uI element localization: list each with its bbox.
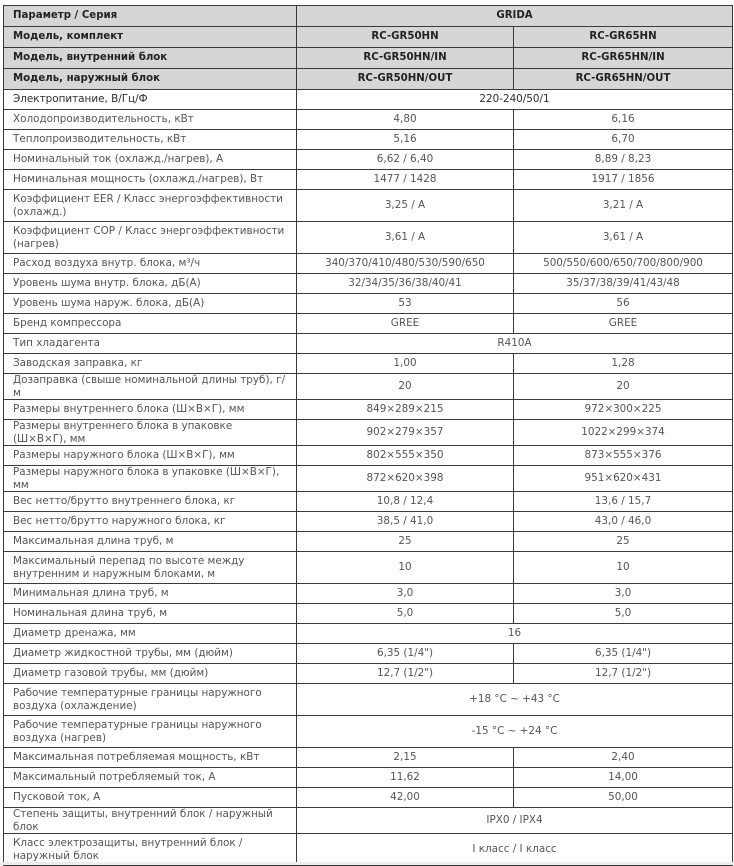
parameter-label: Размеры внутреннего блока (Ш×В×Г), мм (4, 400, 297, 420)
parameter-label: Размеры наружного блока в упаковке (Ш×В×Г), мм (4, 466, 297, 492)
value-gr50: 6,62 / 6,40 (297, 150, 514, 170)
value-gr50: 6,35 (1/4") (297, 644, 514, 664)
value-gr65: 1917 / 1856 (514, 170, 733, 190)
shared-value: 16 (297, 624, 733, 644)
value-gr50: 3,61 / A (297, 222, 514, 254)
parameter-label: Максимальная потребляемая мощность, кВт (4, 748, 297, 768)
value-gr50: 25 (297, 532, 514, 552)
value-gr65: 3,61 / A (514, 222, 733, 254)
table-row (4, 748, 733, 768)
value-gr65: 6,16 (514, 110, 733, 130)
table-row (4, 374, 733, 400)
shared-value: +18 °C ~ +43 °C (297, 684, 733, 716)
value-gr50: 1,00 (297, 354, 514, 374)
shared-value: R410A (297, 334, 733, 354)
header-row-label: Модель, комплект (4, 27, 297, 48)
value-gr65: 951×620×431 (514, 466, 733, 492)
value-gr65: 972×300×225 (514, 400, 733, 420)
value-gr50: 42,00 (297, 788, 514, 808)
value-gr50: 11,62 (297, 768, 514, 788)
value-gr65: 6,70 (514, 130, 733, 150)
parameter-label: Вес нетто/брутто наружного блока, кг (4, 512, 297, 532)
table-row (4, 532, 733, 552)
parameter-label: Электропитание, В/Гц/Ф (4, 90, 297, 110)
value-gr65: 13,6 / 15,7 (514, 492, 733, 512)
header-row-model-set (4, 27, 733, 48)
table-row (4, 314, 733, 334)
parameter-label: Максимальный перепад по высоте между внутренним и наружным блоками, м (4, 552, 297, 584)
table-row (4, 354, 733, 374)
value-gr65: 5,0 (514, 604, 733, 624)
header-row-outdoor-model (4, 69, 733, 90)
shared-value: -15 °C ~ +24 °C (297, 716, 733, 748)
value-gr65: GREE (514, 314, 733, 334)
table-row (4, 110, 733, 130)
parameter-label: Бренд компрессора (4, 314, 297, 334)
value-gr65: 8,89 / 8,23 (514, 150, 733, 170)
table-row (4, 492, 733, 512)
table-row (4, 716, 733, 748)
parameter-label: Класс электрозащиты, внутренний блок / наружный блок (4, 834, 297, 866)
value-gr50: 3,0 (297, 584, 514, 604)
value-gr50: 340/370/410/480/530/590/650 (297, 254, 514, 274)
parameter-label: Коэффициент COP / Класс энергоэффективности (нагрев) (4, 222, 297, 254)
header-model-value: RC-GR50HN/OUT (297, 69, 514, 90)
table-row (4, 420, 733, 446)
parameter-label: Номинальный ток (охлажд./нагрев), А (4, 150, 297, 170)
parameter-label: Степень защиты, внутренний блок / наружный блок (4, 808, 297, 834)
parameter-label: Номинальная мощность (охлажд./нагрев), Вт (4, 170, 297, 190)
table-row (4, 294, 733, 314)
table-row (4, 604, 733, 624)
parameter-label: Номинальная длина труб, м (4, 604, 297, 624)
parameter-label: Уровень шума наруж. блока, дБ(А) (4, 294, 297, 314)
value-gr50: 38,5 / 41,0 (297, 512, 514, 532)
table-row (4, 400, 733, 420)
value-gr65: 50,00 (514, 788, 733, 808)
value-gr50: 1477 / 1428 (297, 170, 514, 190)
shared-value: IPX0 / IPX4 (297, 808, 733, 834)
parameter-label: Дозаправка (свыше номинальной длины труб), г/м (4, 374, 297, 400)
header-row-series (4, 6, 733, 27)
value-gr50: 12,7 (1/2") (297, 664, 514, 684)
value-gr50: 872×620×398 (297, 466, 514, 492)
value-gr65: 873×555×376 (514, 446, 733, 466)
table-row (4, 808, 733, 834)
table-row (4, 334, 733, 354)
value-gr50: 4,80 (297, 110, 514, 130)
parameter-label: Минимальная длина труб, м (4, 584, 297, 604)
value-gr65: 3,0 (514, 584, 733, 604)
header-model-value: RC-GR50HN (297, 27, 514, 48)
parameter-label: Размеры наружного блока (Ш×В×Г), мм (4, 446, 297, 466)
table-row (4, 788, 733, 808)
parameter-label: Рабочие температурные границы наружного воздуха (охлаждение) (4, 684, 297, 716)
value-gr65: 3,21 / A (514, 190, 733, 222)
value-gr65: 20 (514, 374, 733, 400)
table-row (4, 446, 733, 466)
value-gr50: 3,25 / A (297, 190, 514, 222)
table-row (4, 624, 733, 644)
shared-value: I класс / I класс (297, 834, 733, 866)
table-row (4, 254, 733, 274)
table-row (4, 222, 733, 254)
value-gr50: 2,15 (297, 748, 514, 768)
table-row (4, 190, 733, 222)
table-row (4, 644, 733, 664)
parameter-label: Диаметр дренажа, мм (4, 624, 297, 644)
header-row-label: Модель, внутренний блок (4, 48, 297, 69)
table-row (4, 684, 733, 716)
value-gr50: 5,0 (297, 604, 514, 624)
value-gr65: 25 (514, 532, 733, 552)
value-gr65: 35/37/38/39/41/43/48 (514, 274, 733, 294)
table-row (4, 90, 733, 110)
header-series-name: GRIDA (297, 6, 733, 27)
value-gr50: 10,8 / 12,4 (297, 492, 514, 512)
value-gr50: 32/34/35/36/38/40/41 (297, 274, 514, 294)
specifications-table (3, 5, 733, 866)
value-gr65: 10 (514, 552, 733, 584)
value-gr50: 5,16 (297, 130, 514, 150)
value-gr65: 12,7 (1/2") (514, 664, 733, 684)
parameter-label: Теплопроизводительность, кВт (4, 130, 297, 150)
parameter-label: Тип хладагента (4, 334, 297, 354)
parameter-label: Рабочие температурные границы наружного воздуха (нагрев) (4, 716, 297, 748)
header-row-indoor-model (4, 48, 733, 69)
value-gr50: 53 (297, 294, 514, 314)
header-row-label: Модель, наружный блок (4, 69, 297, 90)
header-model-value: RC-GR65HN/OUT (514, 69, 733, 90)
parameter-label: Холодопроизводительность, кВт (4, 110, 297, 130)
table-row (4, 466, 733, 492)
table-row (4, 552, 733, 584)
value-gr65: 56 (514, 294, 733, 314)
parameter-label: Максимальная длина труб, м (4, 532, 297, 552)
value-gr50: 902×279×357 (297, 420, 514, 446)
parameter-label: Уровень шума внутр. блока, дБ(А) (4, 274, 297, 294)
header-model-value: RC-GR65HN (514, 27, 733, 48)
value-gr65: 2,40 (514, 748, 733, 768)
value-gr50: 20 (297, 374, 514, 400)
parameter-label: Размеры внутреннего блока в упаковке (Ш×В×Г), мм (4, 420, 297, 446)
parameter-label: Коэффициент EER / Класс энергоэффективности (охлажд.) (4, 190, 297, 222)
value-gr50: 849×289×215 (297, 400, 514, 420)
parameter-label: Диаметр газовой трубы, мм (дюйм) (4, 664, 297, 684)
parameter-label: Расход воздуха внутр. блока, м³/ч (4, 254, 297, 274)
value-gr65: 43,0 / 46,0 (514, 512, 733, 532)
header-model-value: RC-GR50HN/IN (297, 48, 514, 69)
table-row (4, 512, 733, 532)
value-gr50: 802×555×350 (297, 446, 514, 466)
parameter-label: Пусковой ток, А (4, 788, 297, 808)
value-gr65: 6,35 (1/4") (514, 644, 733, 664)
table-row (4, 664, 733, 684)
parameter-label: Максимальный потребляемый ток, А (4, 768, 297, 788)
value-gr65: 500/550/600/650/700/800/900 (514, 254, 733, 274)
table-row (4, 130, 733, 150)
value-gr65: 1022×299×374 (514, 420, 733, 446)
parameter-label: Диаметр жидкостной трубы, мм (дюйм) (4, 644, 297, 664)
table-row (4, 584, 733, 604)
value-gr50: GREE (297, 314, 514, 334)
header-model-value: RC-GR65HN/IN (514, 48, 733, 69)
shared-value: 220-240/50/1 (297, 90, 733, 110)
value-gr65: 14,00 (514, 768, 733, 788)
table-row (4, 274, 733, 294)
table-row (4, 834, 733, 866)
parameter-label: Вес нетто/брутто внутреннего блока, кг (4, 492, 297, 512)
header-param-label: Параметр / Серия (4, 6, 297, 27)
table-row (4, 150, 733, 170)
table-row (4, 768, 733, 788)
table-row (4, 170, 733, 190)
parameter-label: Заводская заправка, кг (4, 354, 297, 374)
value-gr50: 10 (297, 552, 514, 584)
value-gr65: 1,28 (514, 354, 733, 374)
